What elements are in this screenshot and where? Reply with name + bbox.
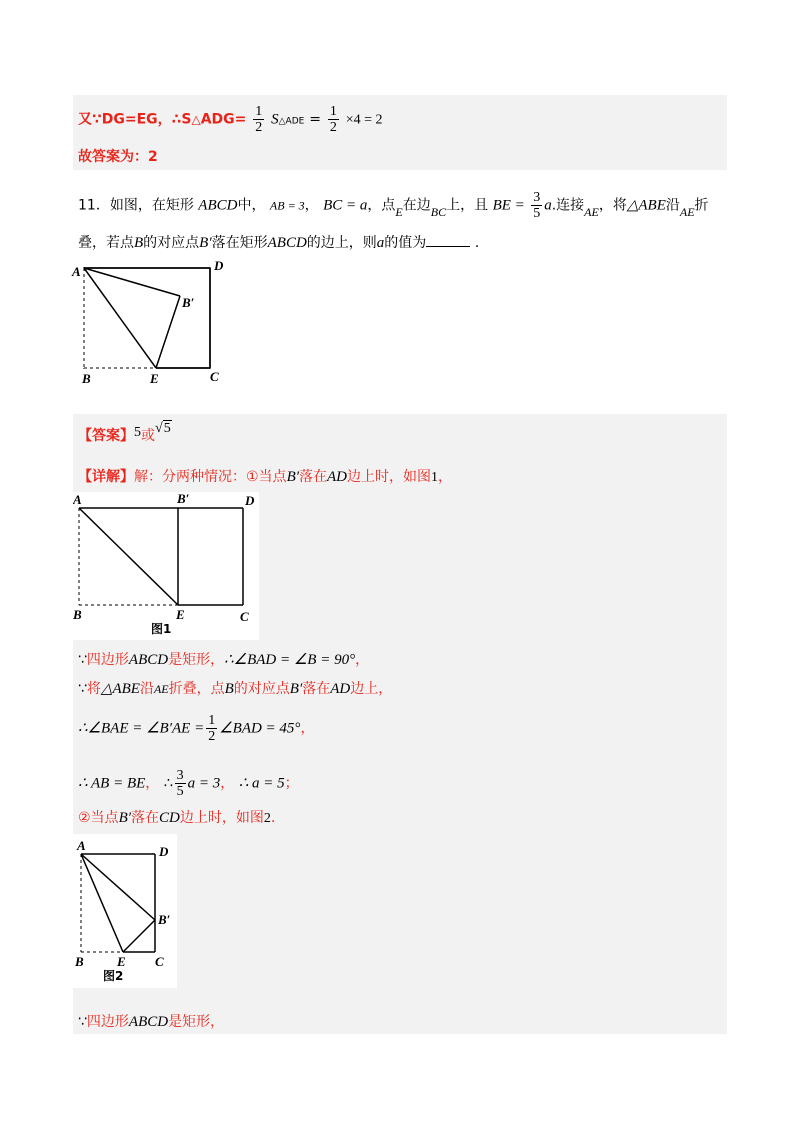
label-b: B [82,371,91,386]
label-d: D [245,493,255,508]
fraction: $\frac{3}{5}$ [176,768,184,799]
question-figure [68,256,238,390]
label-e: E [150,371,159,386]
previous-solution-line: 又∵DG=EG，∴S△ADG= $\frac{1}{2}$ S△ADE = $\frac{1}{2}$ ×4 = 2 [78,104,383,135]
label-a: A [73,492,82,507]
solution-last-line: ∵四边形ABCD是矩形， [78,1014,225,1030]
answer-line: 【答案】5或√5 [78,421,171,444]
segment-abp [81,854,155,920]
solution-step-3: ∴∠BAE = ∠B′AE = $\frac{1}{2}$ ∠BAD = 45°， [78,713,315,744]
case-2-line: ②当点B′落在CD边上时，如图2. [78,810,276,826]
question-line-1: 11．如图，在矩形 ABCD中， AB = 3， BC = a，点E在边BC上，且 BE = $\frac{3}{5}$ a.连接AE，将△ABE沿AE折 [78,190,709,221]
segment-ae [81,854,123,952]
rectangle-fold-diagram [68,256,238,386]
label-d: D [159,844,169,859]
label-e: E [117,954,126,969]
fraction: $\frac{1}{2}$ [255,104,263,135]
label-bp: B′ [158,912,171,927]
label-c: C [155,954,164,969]
figure-2 [73,834,177,988]
figure-1 [73,492,259,640]
solution-step-1: ∵四边形ABCD是矩形，∴∠BAD = ∠B = 90°， [78,652,370,668]
figure-1-diagram [73,492,259,636]
label-c: C [210,369,219,384]
segment-ae [84,268,156,368]
rect-outline [84,268,210,368]
label-e: E [176,607,185,622]
label-b: B [75,954,84,969]
label-bp: B′ [182,295,195,310]
solution-step-2: ∵将△ABE沿AE折叠，点B的对应点B′落在AD边上， [78,681,393,697]
label-bp: B′ [177,492,190,506]
fraction: $\frac{1}{2}$ [208,713,216,744]
segment-bpe [156,296,180,368]
fraction: $\frac{1}{2}$ [329,104,337,135]
sqrt-expression: √5 [155,421,171,436]
fraction: $\frac{3}{5}$ [533,190,541,221]
previous-answer-line: 故答案为：2 [78,149,158,165]
answer-blank [426,232,470,247]
label-b: B [73,607,82,622]
segment-bpe [123,920,155,952]
figure-2-caption: 图2 [103,969,124,983]
solution-intro: 【详解】解：分两种情况：①当点B′落在AD边上时，如图1， [78,469,453,485]
figure-1-caption: 图1 [151,622,172,636]
segment-abp [84,268,180,296]
label-c: C [240,609,249,624]
segment-ae [79,508,178,605]
figure-2-diagram [73,834,177,984]
label-a: A [77,838,86,853]
label-a: A [72,264,81,279]
solution-step-4: ∴ AB = BE， ∴ $\frac{3}{5}$ a = 3， ∴ a = 5； [78,768,299,799]
label-d: D [214,258,224,273]
question-line-2: 叠，若点B的对应点B′落在矩形ABCD的边上，则a的值为 . [78,232,479,253]
